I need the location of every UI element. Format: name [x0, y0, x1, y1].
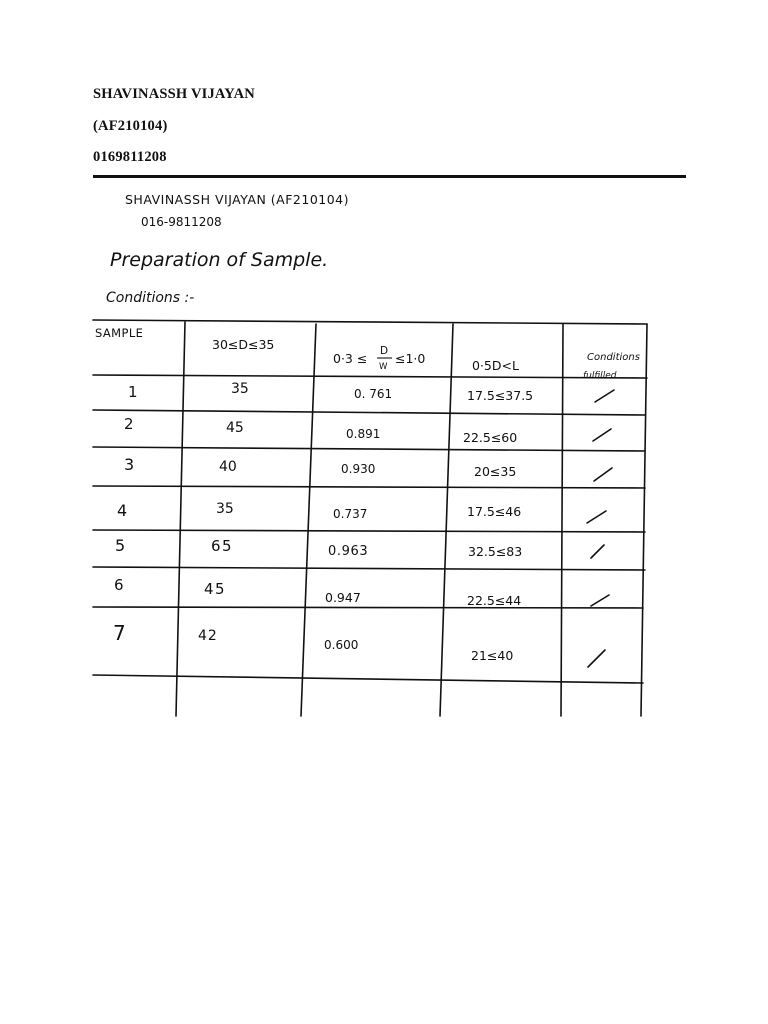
sample-number: 1 — [128, 383, 138, 401]
length-range: 21≤40 — [471, 648, 514, 663]
check-mark — [591, 595, 609, 606]
sample-number: 7 — [113, 621, 126, 645]
depth-value: 45 — [226, 420, 244, 436]
ratio-value: 0.930 — [341, 462, 376, 476]
check-mark — [594, 468, 612, 481]
table-row — [124, 415, 611, 445]
check-mark — [595, 390, 614, 402]
header-ratio-suffix: ≤1·0 — [395, 351, 426, 366]
header-conditions-fulfilled: fulfilled — [583, 371, 617, 381]
student-name: SHAVINASSH VIJAYAN — [93, 86, 255, 102]
sample-number: 4 — [117, 501, 128, 520]
length-range: 22.5≤44 — [467, 593, 522, 608]
handwritten-name-line: SHAVINASSH VIJAYAN (AF210104) — [125, 192, 350, 207]
depth-value: 35 — [216, 501, 234, 517]
header-depth-range: 30≤D≤35 — [212, 337, 275, 352]
table-row — [124, 455, 612, 481]
length-range: 32.5≤83 — [468, 544, 523, 559]
ratio-value: 0.600 — [324, 638, 359, 652]
sample-number: 5 — [115, 536, 126, 555]
handwritten-phone-line: 016-9811208 — [141, 215, 222, 229]
depth-value: 35 — [231, 381, 249, 397]
handwritten-title: Preparation of Sample. — [110, 249, 329, 271]
length-range: 17.5≤37.5 — [467, 388, 534, 403]
depth-value: 45 — [204, 580, 227, 598]
length-range: 22.5≤60 — [463, 430, 518, 445]
conditions-label: Conditions :- — [106, 290, 195, 306]
sample-number: 6 — [114, 576, 124, 594]
ratio-value: 0. 761 — [354, 387, 393, 401]
table-row — [117, 501, 606, 523]
table-row — [128, 381, 614, 403]
header-conditions: Conditions — [587, 352, 640, 363]
table-row — [114, 576, 609, 608]
check-mark — [587, 511, 606, 523]
ratio-value: 0.891 — [346, 427, 381, 441]
check-mark — [588, 650, 605, 667]
header-length-condition: 0·5D<L — [472, 358, 519, 373]
depth-value: 42 — [198, 628, 218, 644]
header-ratio-prefix: 0·3 ≤ — [333, 351, 368, 366]
phone-number: 0169811208 — [93, 149, 167, 165]
check-mark — [591, 545, 604, 558]
header-ratio-numerator: D — [380, 345, 389, 357]
ratio-value: 0.737 — [333, 507, 368, 521]
header-sample: SAMPLE — [95, 326, 144, 340]
ratio-value: 0.947 — [325, 590, 361, 605]
sample-table-grid — [93, 320, 647, 716]
sample-number: 3 — [124, 455, 135, 474]
ratio-value: 0.963 — [328, 544, 369, 559]
length-range: 20≤35 — [474, 464, 517, 479]
check-mark — [593, 429, 611, 441]
sample-number: 2 — [124, 415, 134, 433]
header-ratio-denominator: W — [379, 362, 388, 372]
depth-value: 65 — [211, 537, 234, 555]
table-row — [113, 621, 605, 667]
length-range: 17.5≤46 — [467, 504, 522, 519]
table-row — [115, 536, 604, 559]
depth-value: 40 — [219, 459, 237, 475]
student-id: (AF210104) — [93, 118, 168, 134]
